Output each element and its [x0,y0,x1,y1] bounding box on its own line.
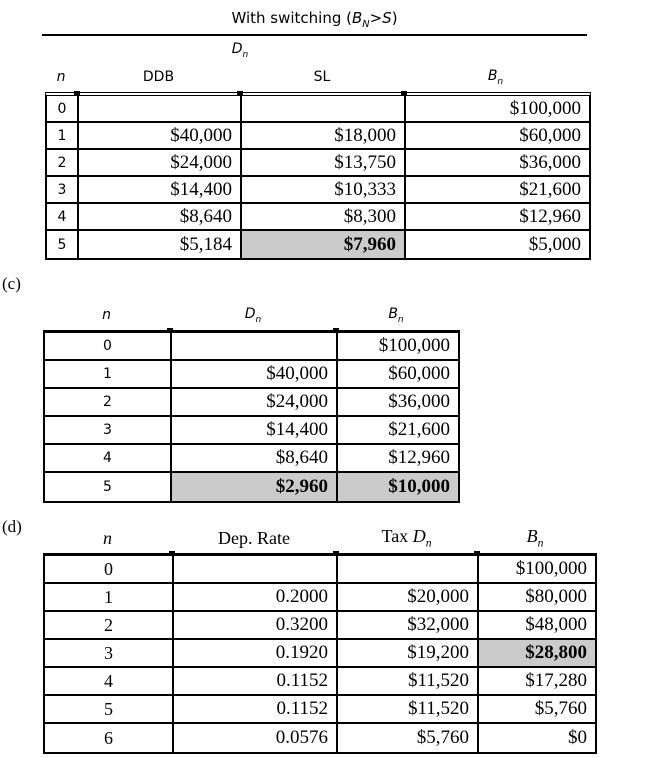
title-gt: > [369,9,383,27]
table-d-header-row [43,525,593,551]
border-tick [169,551,175,556]
table-cell: 0.2000 [174,584,338,612]
table-highlight-cell: $28,800 [479,640,595,668]
col-header-n: n [102,307,111,323]
title-sub-n: N [362,19,370,30]
border-tick [333,551,339,556]
dn-sub: n [242,49,249,60]
table-cell: 2 [45,389,172,417]
table-cell: $11,520 [338,668,479,696]
title-var-s: S [382,9,392,27]
table-cell: 4 [45,445,172,473]
col-header-bn: $B_n$ [487,67,504,87]
table-cell [174,556,338,584]
table-cell: $5,760 [338,724,479,752]
table-cell: 5 [47,231,79,258]
table-cell: $13,750 [242,150,406,177]
table1-title [42,9,587,30]
table-c-header-row [43,302,456,328]
table1-grid [45,92,591,260]
table-cell [242,96,406,123]
table-cell: $24,000 [79,150,242,177]
table-cell: $8,640 [172,445,338,473]
table-cell: $14,400 [172,417,338,445]
table-highlight-cell: $2,960 [172,473,338,501]
table-cell: $36,000 [406,150,589,177]
table-cell: $60,000 [338,361,458,389]
table-cell: 0.1920 [174,640,338,668]
table-cell: $12,960 [338,445,458,473]
table-cell: $19,200 [338,640,479,668]
panel-label-d: (d) [2,517,22,536]
table-cell: $5,000 [528,233,581,255]
table-cell: 5 [45,696,174,724]
table-cell: $14,400 [79,177,242,204]
table-cell: 0.1152 [174,696,338,724]
table-cell: 3 [45,640,174,668]
table-cell: $36,000 [338,389,458,417]
table-cell: $12,960 [406,204,589,231]
title-close: ) [391,9,398,27]
table-cell: $17,280 [479,668,595,696]
col-header-bn: $B_n$ [526,526,544,550]
table-d-grid [43,553,597,754]
table-cell: $18,000 [242,123,406,150]
title-var-b: B [351,9,363,27]
table-cell: 0 [45,556,174,584]
table-cell: $21,600 [338,417,458,445]
table-cell: 0.3200 [174,612,338,640]
dn-var: D [231,41,243,57]
table-cell [172,333,338,361]
col-header-ddb: DDB [142,69,175,85]
border-tick [167,328,173,333]
table-cell: $11,520 [338,696,479,724]
table-cell: $100,000 [338,333,458,361]
table-cell: $32,000 [338,612,479,640]
table-cell: 1 [45,361,172,389]
table-cell: 3 [45,417,172,445]
table-cell: $10,333 [242,177,406,204]
table-cell: $40,000 [172,361,338,389]
table-cell: 4 [45,668,174,696]
panel-label-c: (c) [2,274,21,293]
table-cell: $8,300 [242,204,406,231]
table-c-grid [43,330,460,503]
table-cell: $5,760 [479,696,595,724]
table-cell [79,96,242,123]
table-cell: 6 [45,724,174,752]
table-cell: $24,000 [172,389,338,417]
table-cell: 0 [45,333,172,361]
col-header-dep-rate: Dep. Rate [218,527,290,548]
table1-header-row [45,64,587,90]
table-cell: $0 [568,727,587,748]
group-header-dn [180,41,300,60]
table-cell: $8,640 [79,204,242,231]
title-text: With switching ( [231,9,352,27]
table-cell: 2 [45,612,174,640]
table-highlight-cell: $10,000 [338,473,458,501]
table-cell [338,556,479,584]
col-header-dn: $D_n$ [244,305,262,325]
table-cell: $48,000 [479,612,595,640]
table-cell: $100,000 [479,556,595,584]
table-highlight-cell: $7,960 [242,231,406,258]
col-header-n: n [56,69,66,85]
table-cell: $21,600 [406,177,589,204]
table-cell: $80,000 [479,584,595,612]
border-tick [333,328,339,333]
col-header-tax-dn: Tax $D_n$ [381,526,432,550]
border-tick [74,91,80,96]
table-cell: $40,000 [79,123,242,150]
table-cell: 1 [47,123,79,150]
table-cell: 0.0576 [174,724,338,752]
table-cell: $100,000 [406,96,589,123]
table-cell: $5,184 [79,231,242,258]
title-underline-rule [42,34,587,36]
table-cell: 0 [47,96,79,123]
col-header-n: n [103,527,112,548]
table-cell: $20,000 [338,584,479,612]
border-tick [401,91,407,96]
table-cell: 0.1152 [174,668,338,696]
border-tick [237,91,243,96]
table-cell: $60,000 [406,123,589,150]
table-cell: 2 [47,150,79,177]
table-cell: 1 [45,584,174,612]
col-header-bn: $B_n$ [388,305,404,325]
table-cell: 3 [47,177,79,204]
table-cell: 5 [45,473,172,501]
col-header-sl: SL [313,69,331,85]
table-cell: 4 [47,204,79,231]
border-tick [474,551,480,556]
